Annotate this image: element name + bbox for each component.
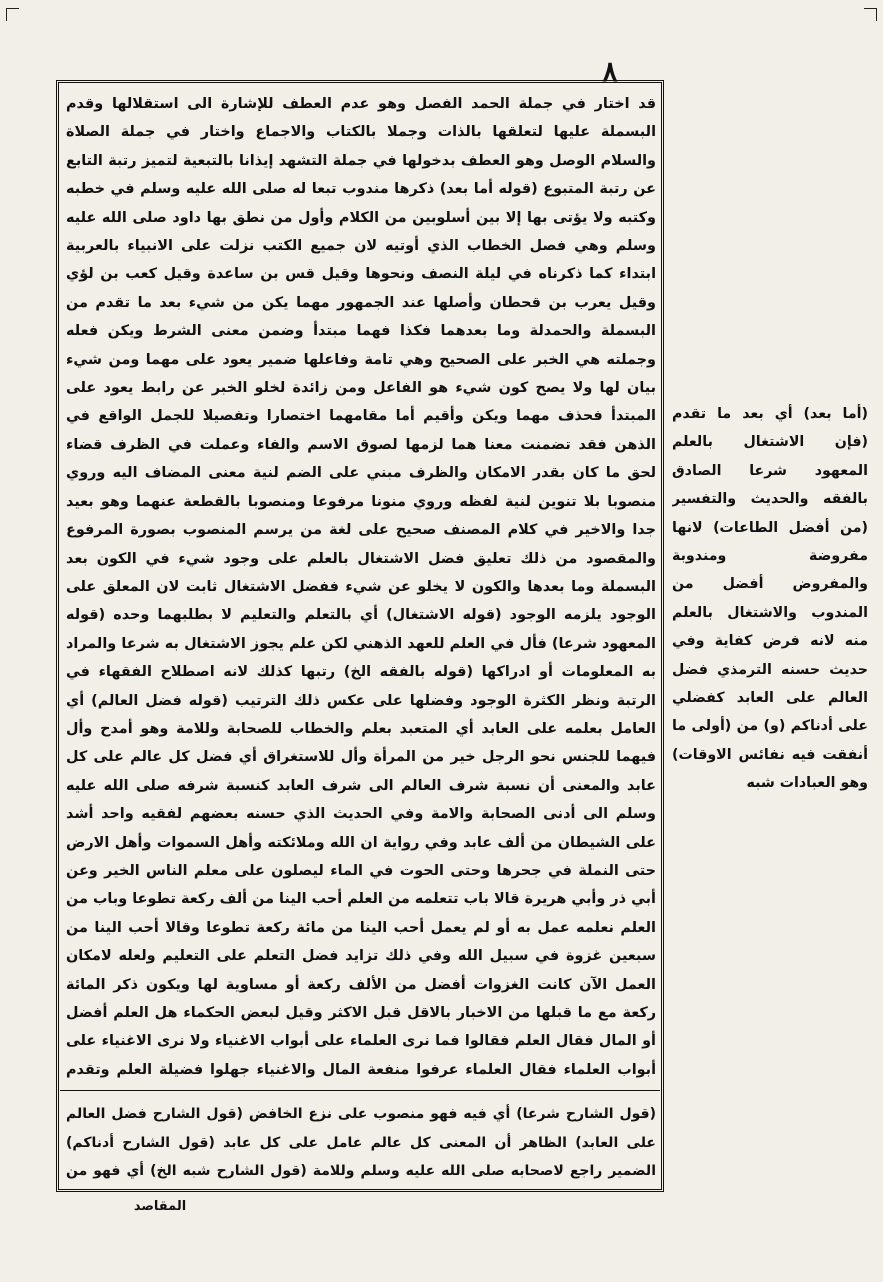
catchword: المقاصد: [133, 1199, 187, 1214]
footnote-text-block: (قول الشارح شرعا) أي فيه فهو منصوب على نزع الخافض (قول الشارح فضل العالم على العابد) الظاهر أن المعنى كل عالم عامل على كل عابد (قول الشارح أدناكم) الضمير راجع لاصحابه صلى الله عليه وسلم وللامة (قول الشارح شبه الخ) أي فهو من: [66, 1106, 656, 1179]
footnote-divider: [60, 1090, 660, 1091]
page-number: ٨: [602, 55, 618, 88]
main-text-block: قد اختار في جملة الحمد الفصل وهو عدم العطف للإشارة الى استقلالها وقدم البسملة عليها لتعلقها بالذات وجملا بالكتاب والاجماع واختار في جملة الصلاة والسلام الوصل وهو العطف بدخولها في جملة التشهد إيذانا بالتبعية لتميز رتبة التابع عن رتبة المتبوع (قوله أما بعد) ذكرها مندوب تبعا له صلى الله عليه وسلم في خطبه وكتبه ولا يؤتى بها إلا بين أسلوبين من الكلام وأول من نطق بها داود صلى الله عليه وسلم وهي فصل الخطاب الذي أوتيه لان جميع الكتب نزلت على الانبياء بالعربية ابتداء كما ذكرناه في ليلة النصف ونحوها وقيل قس بن ساعدة وقيل كعب بن لؤي وقيل يعرب بن قحطان وأصلها عند الجمهور مهما يكن من شيء بعد ما تقدم من البسملة والحمدلة وما بعدهما فكذا فهما مبتدأ وضمن معنى الشرط ويكن فعله وجملته هي الخبر على الصحيح وهي تامة وفاعلها ضمير يعود على مهما ومن شيء بيان لها ولا يصح كون شيء هو الفاعل ومن زائدة لخلو الخبر عن رابط يعود على المبتدأ فحذف مهما ويكن وأقيم أما مقامهما اختصارا وتفصيلا للجمل الواقع في الذهن فقد تضمنت معنا هما لزمها لصوق الاسم والفاء وعملت في الظرف قضاء لحق ما كان بقدر الامكان والظرف مبني على الضم لنية معنى المضاف اليه وروي منصوبا بلا تنوين لنية لفظه وروي منونا مرفوعا ومنصوبا بالقطعة عنهما وهو بعيد جدا والاخير في كلام المصنف صحيح على لغة من يرسم المنصوب بصورة المرفوع والمقصود من ذلك تعليق فضل الاشتغال بالعلم على وجود شيء في الكون بعد البسملة وما بعدها والكون لا يخلو عن شيء ففضل الاشتغال ثابت لان المعلق على الوجود يلزمه الوجود (قوله الاشتغال) أي بالتعلم والتعليم لا بطلبهما وحده (قوله المعهود شرعا) فأل في العلم للعهد الذهني لكن علم يجوز الاشتغال به شرعا والمراد به المعلومات أو ادراكها (قوله بالفقه الخ) رتبها كذلك لانه اصطلاح الفقهاء في الرتبة ونظر الكثرة الوجود وفضلها على عكس ذلك الترتيب (قوله فضل العالم) أي العامل بعلمه على العابد أي المتعبد بعلم والخطاب للصحابة وللامة وهو أمدح وأل فيهما للجنس نحو الرجل خير من المرأة وأل للاستغراق أي فضل كل عالم على كل عابد والمعنى أن نسبة شرف العالم الى شرف العابد كنسبة شرفه صلى الله عليه وسلم الى أدنى الصحابة والامة وفي الحديث الذي حسنه بعضهم لفقيه واحد أشد على الشيطان من ألف عابد وفي رواية ان الله وملائكته وأهل السموات وأهل الارض حتى النملة في جحرها وحتى الحوت في الماء ليصلون على معلم الناس الخير وعن أبي ذر وأبي هريرة قالا باب تتعلمه من العلم أحب الينا من ألف ركعة تطوعا وباب من العلم نعلمه عمل به أو لم يعمل أحب الينا من مائة ركعة تطوعا وقالا أحب الينا من سبعين غزوة في سبيل الله وفي ذلك تزايد فضل التعلم على التعليم ولعله لامكان العمل الآن كانت الغزوات أفضل من الألف ركعة أو مساوية لها ويكون ذكر المائة ركعة مع ما قبلها من الاخبار بالاقل قبل الاكثر وقيل لبعض الحكماء هل العلم أفضل أو المال فقال العلم فقالوا فما نرى العلماء على أبواب الاغنياء ولا نرى الاغنياء على أبواب العلماء فقال العلماء عرفوا منفعة المال والاغنياء جهلوا فضيلة العلم وتقدم: [66, 96, 656, 1078]
page-corner-mark-right: [864, 8, 877, 21]
margin-text-block: (أما بعد) أي بعد ما تقدم (فإن الاشتغال بالعلم المعهود شرعا الصادق بالفقه والحديث والتفسير (من أفضل الطاعات) لانها مفروضة ومندوبة والمفروض أفضل من المندوب والاشتغال بالعلم منه لانه فرض كفاية وفي حديث حسنه الترمذي فضل العالم على العابد كفضلي على أدناكم (و) من (أولى ما أنفقت فيه نفائس الاوقات) وهو العبادات شبه: [672, 406, 868, 792]
page-corner-mark-left: [6, 8, 19, 21]
